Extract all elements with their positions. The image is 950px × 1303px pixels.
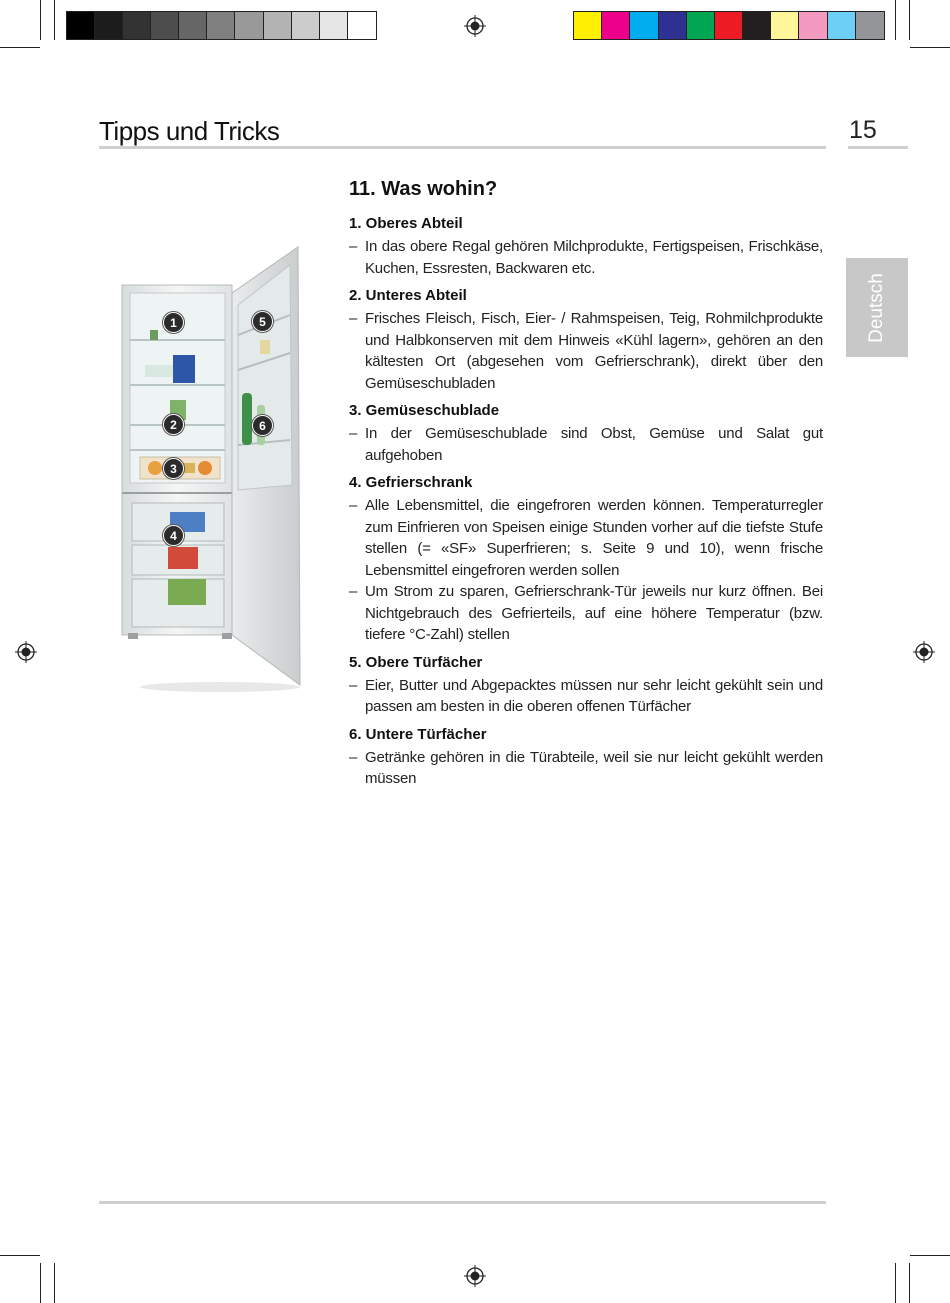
content-column: [349, 178, 823, 790]
crop-mark: [54, 1263, 55, 1303]
list-item-text: Eier, Butter und Abgepacktes müssen nur sehr leicht gekühlt sein und passen am besten in die oberen offenen Türfächer: [365, 676, 823, 715]
list-item-text: Um Strom zu sparen, Gefrierschrank-Tür jeweils nur kurz öffnen. Bei Nichtgebrauch des Gefrierteils, auf eine höhere Temperatur (bzw. tiefere °C-Zahl) stellen: [365, 583, 823, 643]
registration-mark-icon: [464, 15, 486, 37]
subsection-heading: 6. Untere Türfächer: [349, 725, 487, 743]
subsection-heading: 4. Gefrierschrank: [349, 474, 473, 491]
dash-bullet: –: [349, 425, 358, 442]
color-swatch: [630, 12, 658, 39]
crop-mark: [895, 1263, 896, 1303]
dash-bullet: –: [349, 497, 358, 514]
color-swatch: [602, 12, 630, 39]
color-swatch: [264, 12, 292, 39]
subsection-heading: 2. Unteres Abteil: [349, 287, 467, 304]
callout-marker: 3: [163, 458, 184, 479]
fridge-illustration: [110, 235, 310, 695]
page-title: Tipps und Tricks: [99, 116, 280, 146]
list-item-text: Getränke gehören in die Türabteile, weil sie nur leicht gekühlt werden müssen: [365, 748, 823, 787]
page-number: 15: [849, 116, 877, 144]
section-title: 11. Was wohin?: [349, 178, 498, 200]
crop-mark: [40, 1263, 41, 1303]
dash-bullet: –: [349, 238, 358, 255]
dash-bullet: –: [349, 748, 358, 766]
color-swatch: [687, 12, 715, 39]
list-item-text: In der Gemüseschublade sind Obst, Gemüse und Salat gut aufgehoben: [365, 425, 823, 464]
callout-marker: 2: [163, 414, 184, 435]
color-swatch: [771, 12, 799, 39]
crop-mark: [0, 47, 40, 48]
subsection-heading: 5. Obere Türfächer: [349, 653, 483, 671]
callout-marker: 5: [252, 311, 273, 332]
crop-mark: [895, 0, 896, 40]
page-number-rule: [848, 146, 908, 149]
color-swatch: [856, 12, 884, 39]
color-calibration-bar: [573, 11, 885, 40]
color-swatch: [348, 12, 376, 39]
color-swatch: [574, 12, 602, 39]
color-swatch: [659, 12, 687, 39]
color-swatch: [235, 12, 263, 39]
color-swatch: [123, 12, 151, 39]
language-tab: [846, 258, 908, 357]
color-swatch: [179, 12, 207, 39]
crop-mark: [0, 1255, 40, 1256]
color-swatch: [95, 12, 123, 39]
grayscale-calibration-bar: [66, 11, 377, 40]
crop-mark: [910, 47, 950, 48]
crop-mark: [909, 1263, 910, 1303]
dash-bullet: –: [349, 676, 358, 694]
callout-marker: 6: [252, 415, 273, 436]
color-swatch: [292, 12, 320, 39]
language-tab-label: Deutsch: [866, 272, 887, 343]
dash-bullet: –: [349, 310, 358, 327]
subsection-heading: 3. Gemüseschublade: [349, 402, 500, 419]
color-swatch: [207, 12, 235, 39]
crop-mark: [910, 1255, 950, 1256]
crop-mark: [54, 0, 55, 40]
list-item: [349, 423, 823, 466]
list-item: [349, 675, 823, 718]
color-swatch: [715, 12, 743, 39]
color-swatch: [828, 12, 856, 39]
color-swatch: [799, 12, 827, 39]
registration-mark-icon: [464, 1265, 486, 1287]
list-item: [349, 236, 823, 279]
color-swatch: [151, 12, 179, 39]
list-item: [349, 495, 823, 581]
crop-mark: [909, 0, 910, 40]
list-item: [349, 747, 823, 790]
registration-mark-icon: [913, 641, 935, 663]
color-swatch: [67, 12, 95, 39]
title-rule: [99, 146, 826, 149]
crop-mark: [40, 0, 41, 40]
callout-marker: 4: [163, 525, 184, 546]
list-item-text: Frisches Fleisch, Fisch, Eier- / Rahmspeisen, Teig, Rohmilchprodukte und Halbkonserven mit dem Hinweis «Kühl lagern», gehören an den kältesten Ort (abgesehen vom Gefrierschrank), direkt über den Gemüseschubladen: [365, 310, 823, 392]
footer-rule: [99, 1201, 826, 1204]
list-item-text: Alle Lebensmittel, die eingefroren werden können. Temperaturregler zum Einfrieren von Speisen einige Stunden vorher auf die tiefste Stufe stellen (= «SF» Superfrieren; s. Seite 9 und 10), wenn frische Lebensmittel eingefroren werden sollen: [365, 497, 823, 579]
list-item-text: In das obere Regal gehören Milchprodukte, Fertigspeisen, Frischkäse, Kuchen, Essresten, Backwaren etc.: [365, 238, 823, 277]
registration-mark-icon: [15, 641, 37, 663]
list-item: [349, 308, 823, 394]
list-item: [349, 581, 823, 646]
color-swatch: [743, 12, 771, 39]
dash-bullet: –: [349, 583, 358, 600]
subsection-heading: 1. Oberes Abteil: [349, 215, 463, 232]
color-swatch: [320, 12, 348, 39]
callout-marker: 1: [163, 312, 184, 333]
